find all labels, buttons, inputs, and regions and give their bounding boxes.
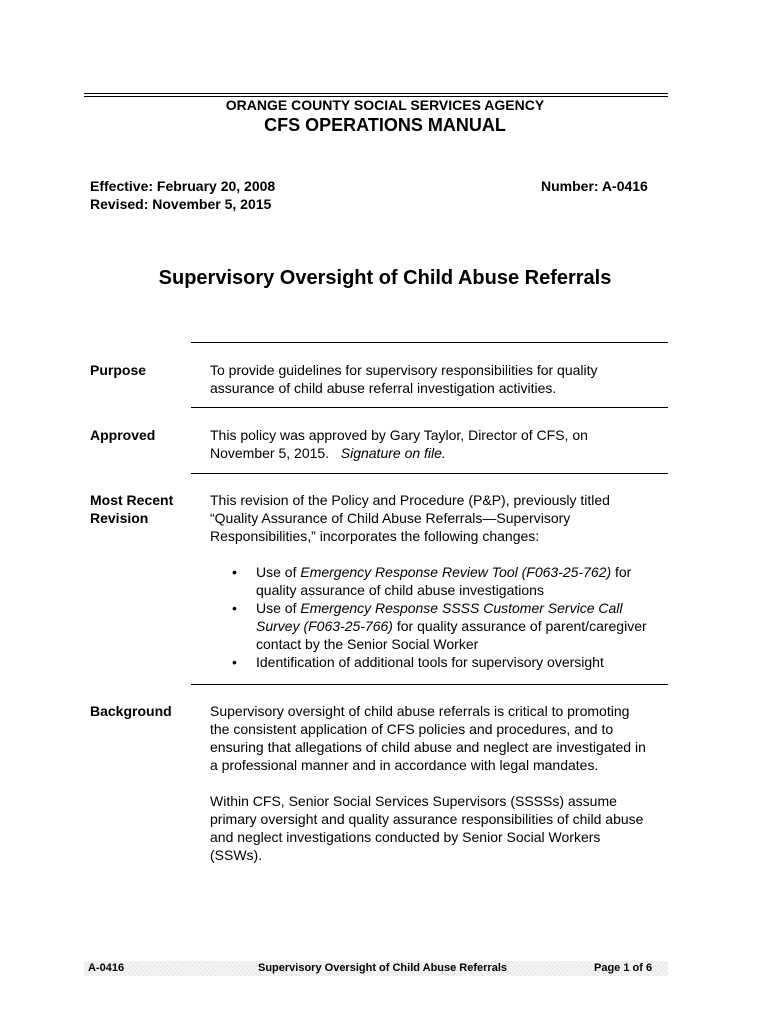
background-paragraph: Within CFS, Senior Social Services Supervisors (SSSSs) assume primary oversight and quality assurance responsibilities of child abuse and neglect investigations conducted by Senior Social Workers (SSWs). <box>210 793 644 863</box>
approved-statement: This policy was approved by Gary Taylor, Director of CFS, on November 5, 2015. <box>210 427 588 461</box>
effective-date: Effective: February 20, 2008 <box>90 178 276 194</box>
background-paragraph: Supervisory oversight of child abuse referrals is critical to promoting the consistent application of CFS policies and procedures, and to ensuring that allegations of child abuse and neglect are investigated in a professional manner and in accordance with legal mandates. <box>210 703 646 773</box>
purpose-text: To provide guidelines for supervisory responsibilities for quality assurance of child abuse referral investigation activities. <box>210 362 598 396</box>
background-text <box>210 702 650 864</box>
page-title: Supervisory Oversight of Child Abuse Referrals <box>158 267 612 289</box>
background-label: Background <box>90 703 172 719</box>
approved-text <box>210 426 650 462</box>
manual-title: CFS OPERATIONS MANUAL <box>264 115 506 135</box>
revision-label-line1: Most Recent <box>90 492 174 508</box>
signature-note: Signature on file. <box>340 445 446 461</box>
list-item: • Use of Emergency Response Review Tool (F063-25-762) for quality assurance of child abuse investigations <box>232 564 632 598</box>
revised-date: Revised: November 5, 2015 <box>90 196 272 212</box>
list-item: • Identification of additional tools for supervisory oversight <box>232 654 604 670</box>
revision-label <box>90 491 173 527</box>
list-item: • Use of Emergency Response SSSS Customer Service Call Survey (F063-25-766) for quality assurance of parent/caregiver contact by the Senior Social Worker <box>232 600 647 652</box>
purpose-label: Purpose <box>90 362 147 378</box>
revision-text: This revision of the Policy and Procedure (P&P), previously titled “Quality Assurance of Child Abuse Referrals—Supervisory Responsibilities,” incorporates the following changes: <box>210 492 610 544</box>
section-divider <box>191 407 668 408</box>
footer-doc-number: A-0416 <box>88 962 125 974</box>
header-rule <box>84 93 668 94</box>
revision-changes <box>210 563 650 671</box>
agency-name: ORANGE COUNTY SOCIAL SERVICES AGENCY <box>225 97 545 113</box>
revision-label-line2: Revision <box>90 510 149 526</box>
document-number: Number: A-0416 <box>541 178 648 194</box>
approved-label: Approved <box>90 427 156 443</box>
section-divider <box>191 684 668 685</box>
footer-page-number: Page 1 of 6 <box>594 962 653 974</box>
section-divider <box>191 473 668 474</box>
footer-title: Supervisory Oversight of Child Abuse Referrals <box>258 962 507 974</box>
section-divider <box>191 342 668 343</box>
